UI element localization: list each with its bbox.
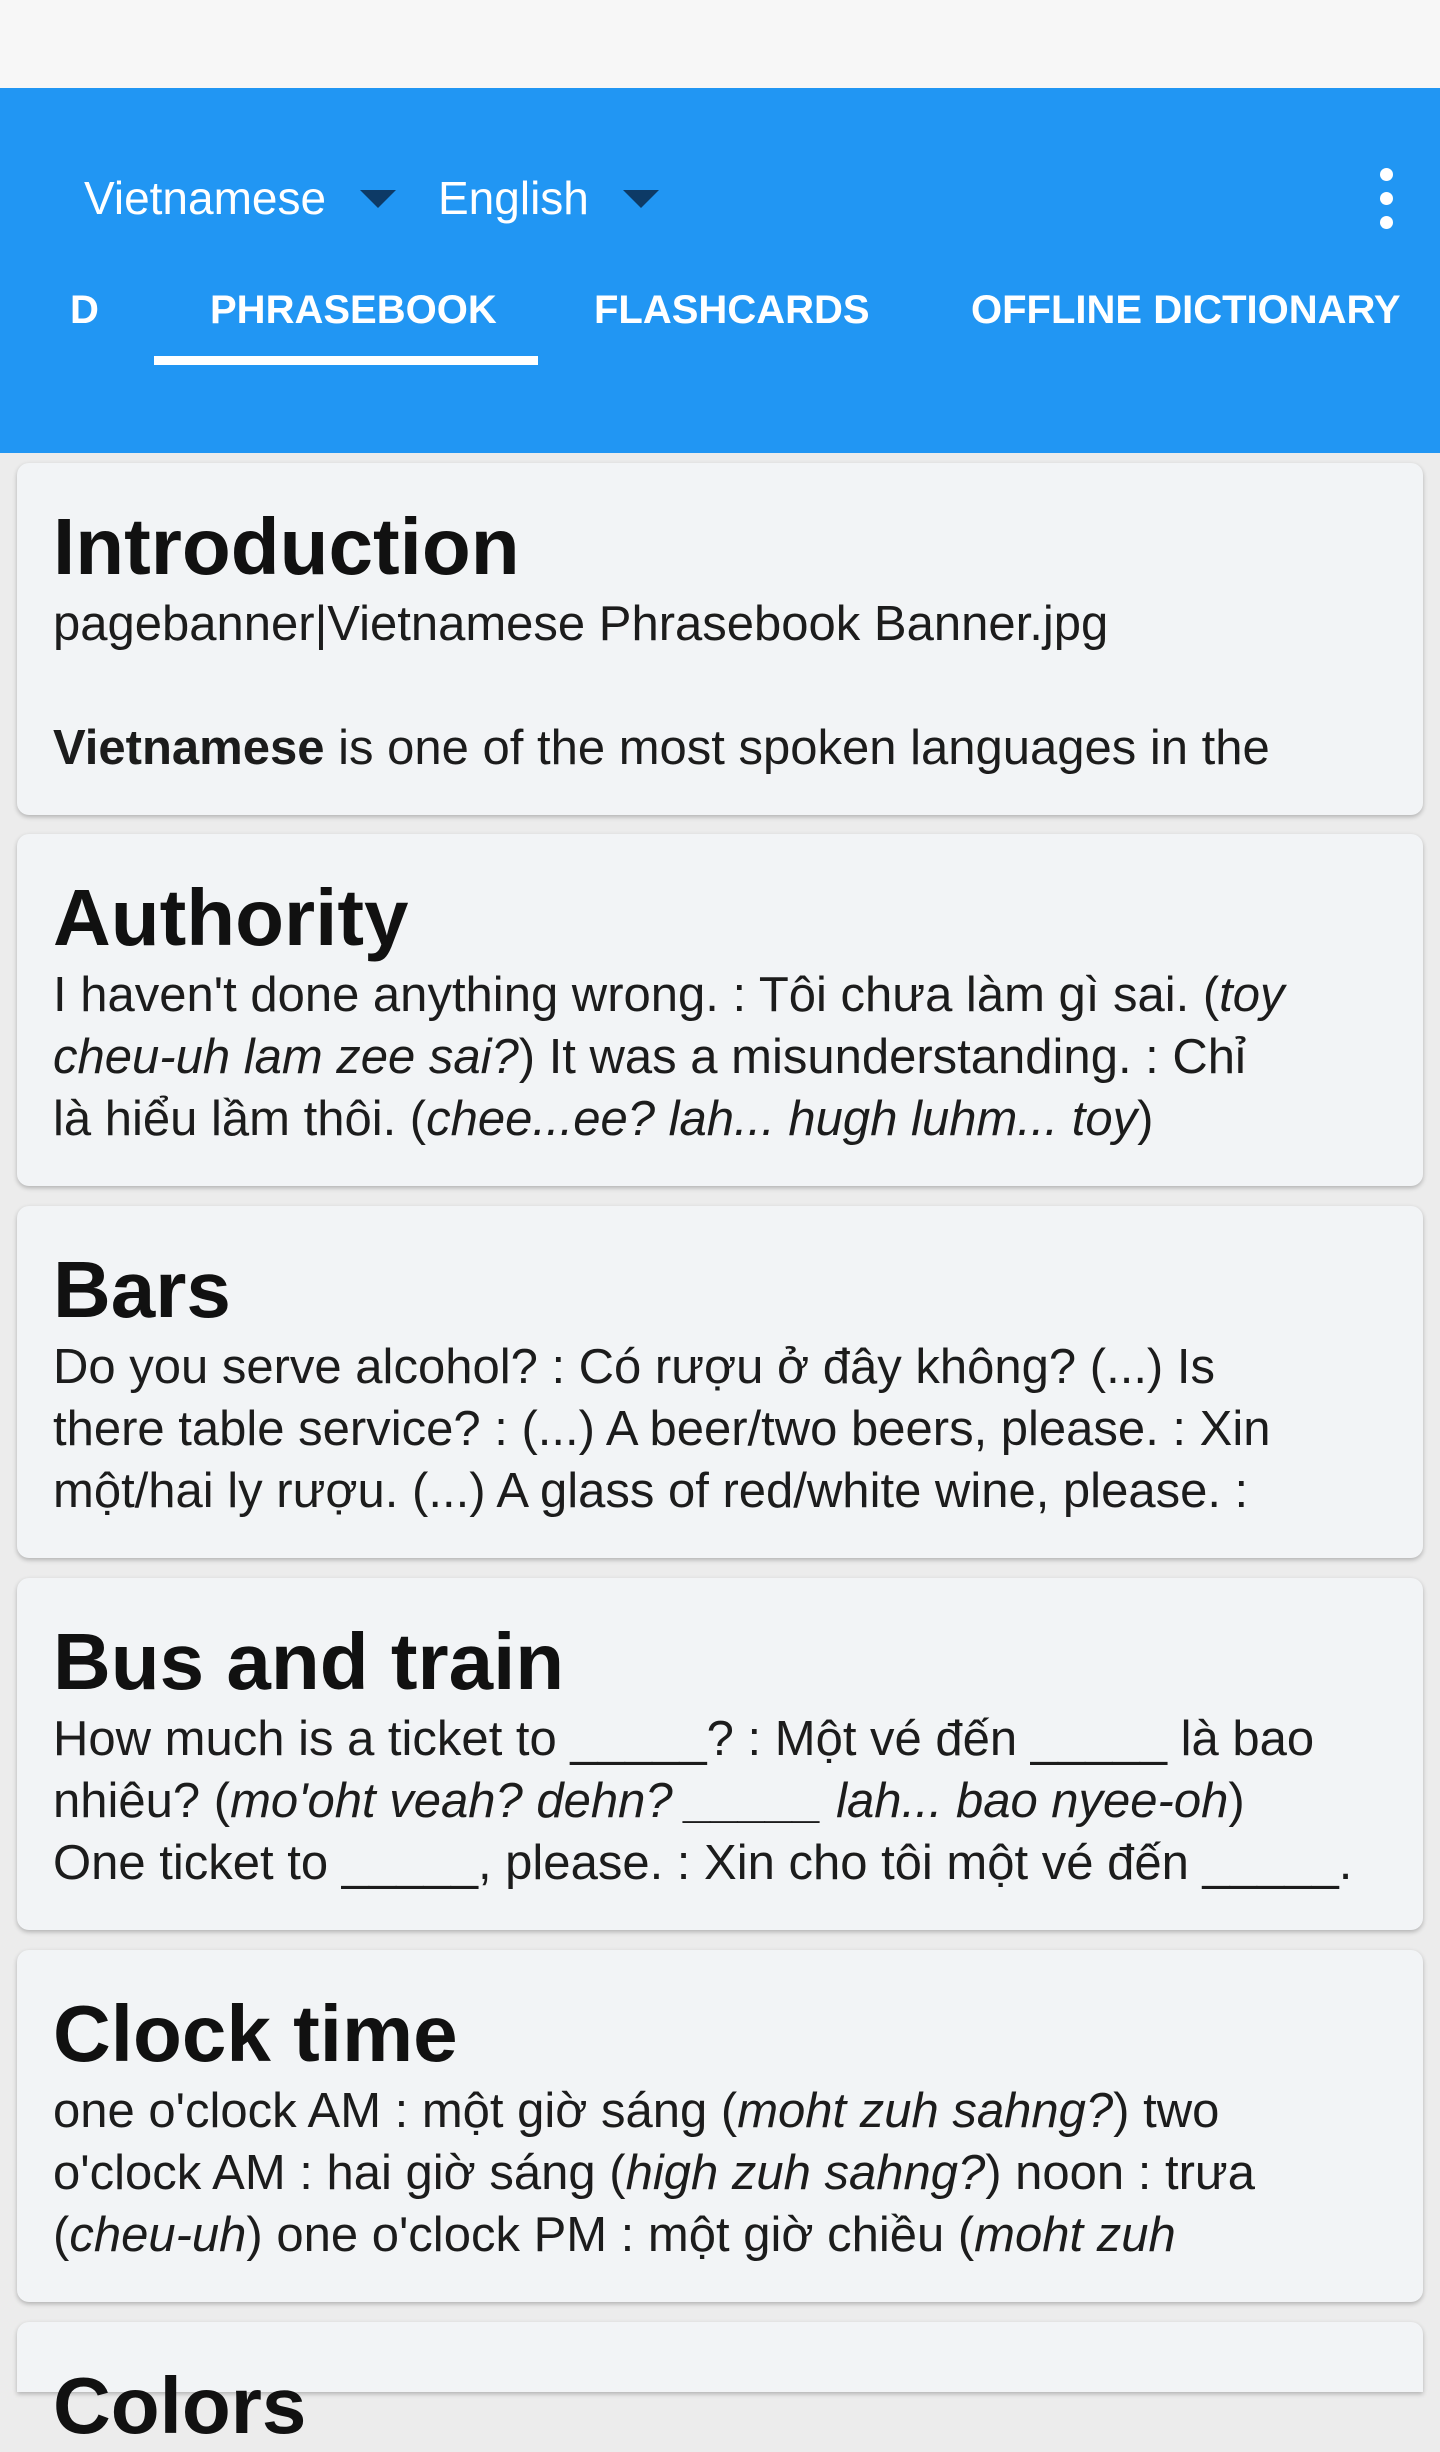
caret-down-icon xyxy=(360,190,396,208)
text: is one of the most spoken languages in the xyxy=(324,721,1270,775)
status-bar xyxy=(0,0,1440,88)
card-line: pagebanner|Vietnamese Phrasebook Banner.jpg xyxy=(53,597,1109,651)
card-line xyxy=(53,717,1403,779)
phrasebook-card-bus-and-train[interactable] xyxy=(17,1578,1423,1930)
text: one o'clock AM : một giờ sáng ( xyxy=(53,2084,738,2138)
card-body xyxy=(53,964,1403,1150)
phrasebook-card-colors[interactable] xyxy=(17,2322,1423,2450)
card-line xyxy=(53,2142,1403,2204)
pronunciation: high zuh sahng? xyxy=(625,2146,986,2200)
card-line: Do you serve alcohol? : Có rượu ở đây không? (...) Is xyxy=(53,1340,1215,1394)
card-line xyxy=(53,964,1403,1026)
card-line: một/hai ly rượu. (...) A glass of red/white wine, please. : xyxy=(53,1464,1249,1518)
text: là hiểu lầm thôi. ( xyxy=(53,1092,427,1146)
text: ) two xyxy=(1113,2084,1220,2138)
pronunciation: moht zuh sahng? xyxy=(737,2084,1114,2138)
card-title: Bars xyxy=(53,1245,231,1334)
phrasebook-card-introduction[interactable] xyxy=(17,463,1423,815)
tab-offline-dictionary[interactable]: OFFLINE DICTIONARY xyxy=(971,288,1401,332)
target-language-dropdown[interactable] xyxy=(438,158,659,238)
card-line: One ticket to _____, please. : Xin cho tôi một vé đến _____. xyxy=(53,1836,1353,1890)
text: ) one o'clock PM : một giờ chiều ( xyxy=(246,2208,975,2262)
text: ) noon : trưa xyxy=(985,2146,1255,2200)
card-line xyxy=(53,1088,1403,1150)
tab-phrasebook[interactable]: PHRASEBOOK xyxy=(210,288,497,332)
text: ) xyxy=(1137,1092,1154,1146)
pronunciation: moht zuh xyxy=(974,2208,1176,2262)
card-line xyxy=(53,2080,1403,2142)
text: ) xyxy=(1228,1774,1245,1828)
text: ) It was a misunderstanding. : Chỉ xyxy=(518,1030,1246,1084)
text: o'clock AM : hai giờ sáng ( xyxy=(53,2146,626,2200)
card-body xyxy=(53,2080,1403,2266)
bold-text: Vietnamese xyxy=(53,721,325,775)
phrasebook-card-clock-time[interactable] xyxy=(17,1950,1423,2302)
tab-bar xyxy=(0,248,1401,365)
card-body xyxy=(53,593,1403,779)
card-body xyxy=(53,1336,1403,1522)
pronunciation: mo'oht veah? dehn? _____ lah... bao nyee-oh xyxy=(230,1774,1229,1828)
caret-down-icon xyxy=(623,190,659,208)
source-language-dropdown[interactable] xyxy=(84,158,396,238)
more-vert-icon[interactable] xyxy=(1356,148,1416,248)
text: nhiêu? ( xyxy=(53,1774,231,1828)
card-line xyxy=(53,1770,1403,1832)
card-body xyxy=(53,1708,1403,1894)
pronunciation: toy xyxy=(1219,968,1285,1022)
pronunciation: cheu-uh xyxy=(69,2208,247,2262)
tab-flashcards[interactable]: FLASHCARDS xyxy=(594,288,870,332)
card-title: Authority xyxy=(53,873,409,962)
phrasebook-card-authority[interactable] xyxy=(17,834,1423,1186)
tab-d[interactable]: D xyxy=(70,288,99,332)
card-line xyxy=(53,2204,1403,2266)
card-line: How much is a ticket to _____? : Một vé đến _____ là bao xyxy=(53,1712,1315,1766)
source-language-label: Vietnamese xyxy=(84,172,327,224)
card-line: there table service? : (...) A beer/two beers, please. : Xin xyxy=(53,1402,1271,1456)
card-title: Bus and train xyxy=(53,1617,565,1706)
card-title: Introduction xyxy=(53,502,520,591)
text: I haven't done anything wrong. : Tôi chưa làm gì sai. ( xyxy=(53,968,1220,1022)
phrasebook-card-bars[interactable] xyxy=(17,1206,1423,1558)
pronunciation: cheu-uh lam zee sai? xyxy=(53,1030,519,1084)
text: ( xyxy=(53,2208,70,2262)
selected-tab-indicator xyxy=(154,356,538,365)
card-title: Clock time xyxy=(53,1989,458,2078)
pronunciation: chee...ee? lah... hugh luhm... toy xyxy=(426,1092,1138,1146)
target-language-label: English xyxy=(438,172,589,224)
card-title: Colors xyxy=(53,2361,307,2450)
card-line xyxy=(53,1026,1403,1088)
